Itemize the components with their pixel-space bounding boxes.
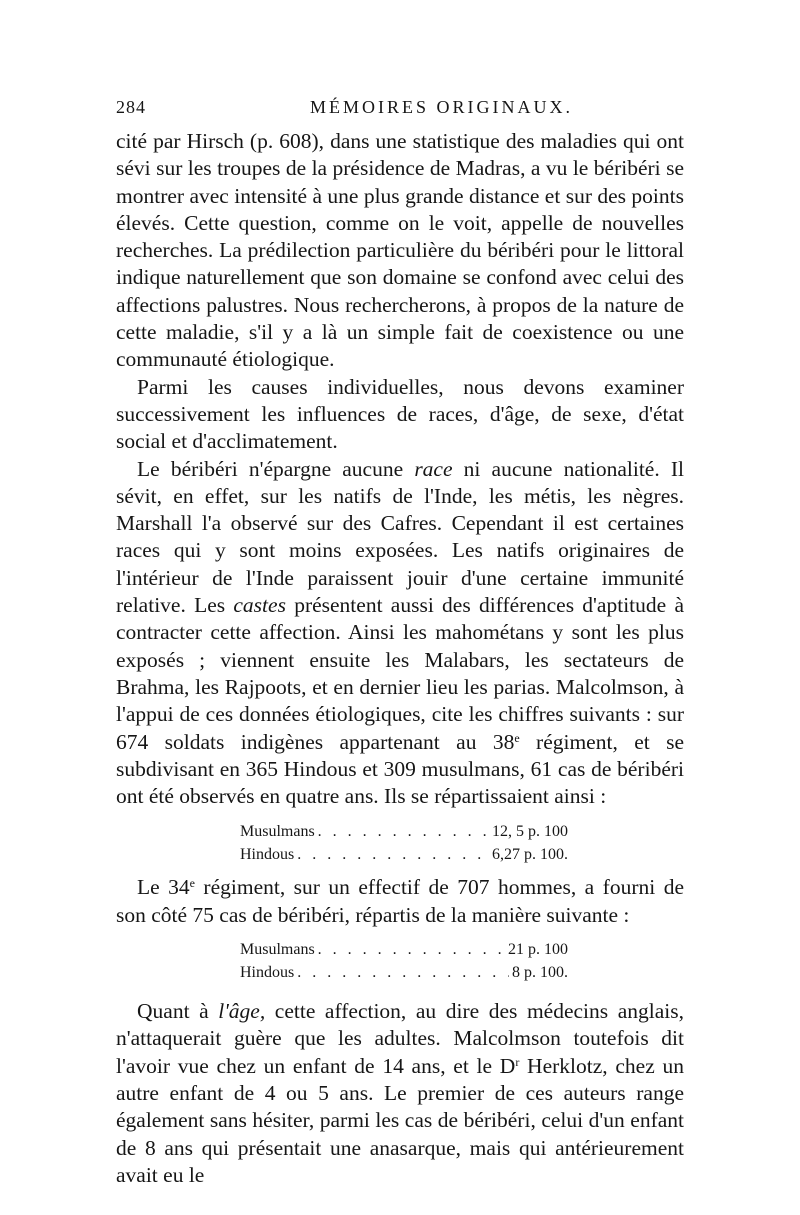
row-label: Musulmans [240, 823, 315, 841]
paragraph-5 [116, 998, 684, 1189]
superscript: e [514, 730, 520, 745]
text-segment: régiment, et se subdivisant en 365 Hindous et 309 musulmans, 61 cas de béribéri ont été observés en quatre ans. Ils se répartissaient ainsi : [116, 729, 684, 809]
table-row [240, 843, 568, 866]
dot-leader [297, 843, 489, 866]
paragraph-4 [116, 874, 684, 929]
dot-leader [318, 820, 489, 843]
text-segment: Le béribéri n'épargne aucune [137, 456, 415, 481]
row-value: 6,27 p. 100. [492, 846, 568, 864]
row-value: 21 p. 100 [508, 941, 568, 959]
text-segment: Le 34 [137, 875, 190, 900]
superscript: e [189, 876, 195, 891]
text-segment: Quant à [137, 999, 219, 1024]
row-label: Hindous [240, 964, 295, 982]
table-regiment-38 [240, 820, 568, 866]
text-segment: présentent aussi des différences d'aptitude à contracter cette affection. Ainsi les mahométans y sont les plus exposés ; viennent ensuite les Malabars, les sectateurs de Brahma, les Rajpoots, et en dernier lieu les parias. Malcolmson, à l'appui de ces données étiologiques, cite les chiffres suivants : sur 674 soldats indigènes appartenant au 38 [116, 593, 684, 754]
dot-leader [318, 938, 505, 961]
text-segment: régiment, sur un effectif de 707 hommes, a fourni de son côté 75 cas de béribéri, répartis de la manière suivante : [116, 875, 684, 927]
italic-castes: castes [233, 593, 286, 618]
page-number: 284 [116, 97, 146, 117]
table-row [240, 961, 568, 984]
body-text [116, 128, 684, 1189]
row-value: 12, 5 p. 100 [492, 823, 568, 841]
table-row [240, 820, 568, 843]
text-segment: ni aucune nationalité. Il sévit, en effet, sur les natifs de l'Inde, les métis, les nègres. Marshall l'a observé sur des Cafres. Cependant il est certaines races qui y sont moins exposées. Les natifs originaires de l'intérieur de l'Inde paraissent jouir d'une certaine immunité relative. Les [116, 456, 684, 618]
text-segment: Herklotz, chez un autre enfant de 4 ou 5 ans. Le premier de ces auteurs range également sans hésiter, parmi les cas de béribéri, celui d'un enfant de 8 ans qui présentait une anasarque, mais qui antérieurement avait eu le [116, 1053, 684, 1187]
row-label: Hindous [240, 846, 295, 864]
italic-age: l'âge, [218, 999, 266, 1024]
row-label: Musulmans [240, 941, 315, 959]
table-row [240, 938, 568, 961]
paragraph-2: Parmi les causes individuelles, nous devons examiner successivement les influences de races, d'âge, de sexe, d'état social et d'acclimatement. [116, 374, 684, 454]
text-segment: cette affection, au dire des médecins anglais, n'attaquerait guère que les adultes. Malcolmson toutefois dit l'avoir vue chez un enfant de 14 ans, et le D [116, 999, 684, 1078]
running-title: MÉMOIRES ORIGINAUX. [310, 97, 573, 117]
italic-race: race [414, 456, 453, 481]
table-regiment-34 [240, 938, 568, 984]
dot-leader [297, 961, 509, 984]
row-value: 8 p. 100. [512, 964, 568, 982]
running-header [116, 97, 684, 125]
paragraph-3 [116, 456, 684, 811]
superscript: r [515, 1054, 520, 1069]
paragraph-1: cité par Hirsch (p. 608), dans une statistique des maladies qui ont sévi sur les troupes de la présidence de Madras, a vu le béribéri se montrer avec intensité à une plus grande distance et sur des points élevés. Cette question, comme on le voit, appelle de nouvelles recherches. La prédilection particulière du béribéri pour le littoral indique naturellement que son domaine se confond avec celui des affections palustres. Nous rechercherons, à propos de la nature de cette maladie, s'il y a là un simple fait de coexistence ou une communauté étiologique. [116, 129, 684, 372]
